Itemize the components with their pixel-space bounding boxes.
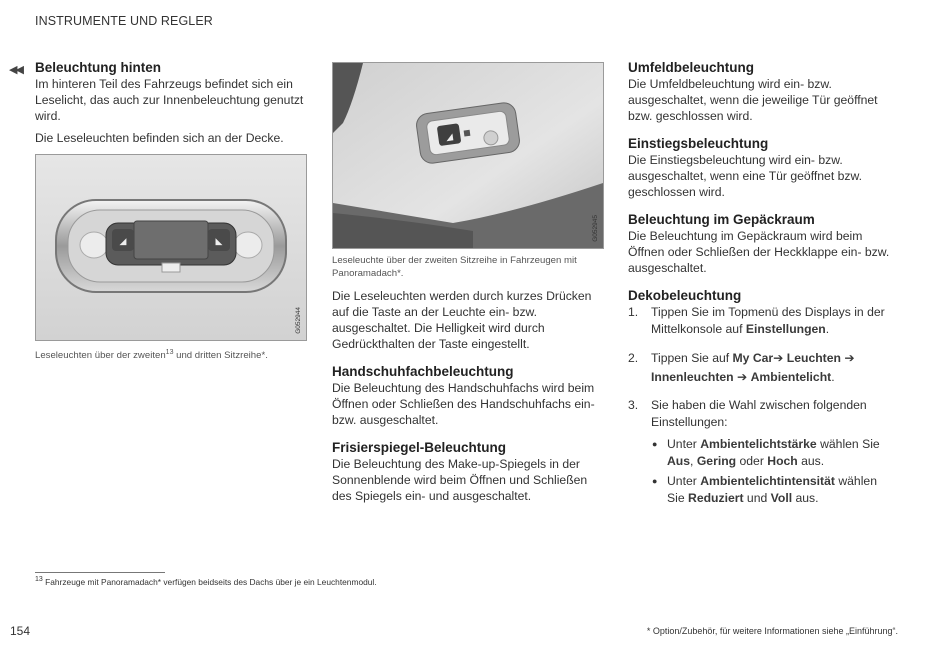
text: wählen Sie xyxy=(816,437,880,451)
heading-vanity-mirror-lighting: Frisierspiegel-Beleuchtung xyxy=(332,440,507,455)
reading-light-illustration xyxy=(36,155,306,340)
footnote-number: 13 xyxy=(35,576,43,583)
text: wählen Sie xyxy=(667,474,877,505)
page-header: INSTRUMENTE UND REGLER xyxy=(35,14,213,28)
option-label: Ambientelichtstärke xyxy=(700,437,817,451)
section-trunk xyxy=(628,212,896,276)
caption-footnote-ref[interactable]: 13 xyxy=(165,349,174,356)
menu-interior-lights: Innenleuchten xyxy=(651,370,734,384)
value-high: Hoch xyxy=(767,453,798,468)
figure-reading-lights xyxy=(35,154,307,341)
menu-settings: Einstellungen xyxy=(745,321,826,336)
caption-text-end: und dritten Sitzreihe*. xyxy=(173,350,268,362)
step-number: 3. xyxy=(628,398,639,412)
step-text: . xyxy=(831,370,835,384)
value-reduced: Reduziert xyxy=(688,490,744,505)
step-text: Tippen Sie im Topmenü des Displays in der Mittelkonsole auf xyxy=(651,305,885,336)
value-full: Voll xyxy=(770,490,793,505)
footnote-13 xyxy=(35,576,377,587)
step-text: Tippen Sie auf xyxy=(651,351,733,365)
caption-text: Leseleuchten über der zweiten xyxy=(35,350,166,362)
reading-lights-operation: Die Leseleuchten werden durch kurzes Drücken auf die Taste an der Leuchte ein- bzw. ausgeschaltet. Die Helligkeit wird durch Gedrückthalten der Taste eingestellt. xyxy=(332,289,592,351)
heading-deco-lighting: Dekobeleuchtung xyxy=(628,288,742,303)
column-3 xyxy=(628,60,896,516)
back-arrow-icon[interactable]: ◀◀ xyxy=(9,64,22,76)
footnote-text: Fahrzeuge mit Panoramadach* verfügen beidseits des Dachs über je ein Leuchtenmodul. xyxy=(42,576,377,587)
page-number: 154 xyxy=(10,624,31,638)
section-entry xyxy=(628,136,896,200)
glovebox-lighting-text: Die Beleuchtung des Handschuhfachs wird beim Öffnen oder Schließen des Handschuhfachs ein- bzw. ausgeschaltet. xyxy=(332,381,595,427)
heading-rear-lighting: Beleuchtung hinten xyxy=(35,60,161,75)
vanity-mirror-lighting-text: Die Beleuchtung des Make-up-Spiegels in der Sonnenblende wird beim Öffnen und Schließen des Spiegels ein- und ausgeschaltet. xyxy=(332,457,588,503)
column-2 xyxy=(332,62,604,510)
section-vanity-mirror xyxy=(332,440,604,504)
arrow-right-icon: ➔ xyxy=(844,351,855,365)
step-number: 2. xyxy=(628,351,639,365)
arrow-right-icon: ➔ xyxy=(737,370,748,384)
text: aus. xyxy=(797,453,825,468)
heading-glovebox-lighting: Handschuhfachbeleuchtung xyxy=(332,364,514,379)
figure-code: G052945 xyxy=(592,215,599,242)
figure-code: G052944 xyxy=(295,307,302,334)
reading-lights-location: Die Leseleuchten befinden sich an der Decke. xyxy=(35,131,284,145)
option-label: Ambientelichtintensität xyxy=(700,474,835,488)
step-3 xyxy=(628,397,896,506)
text: oder xyxy=(736,453,768,468)
deco-steps-list xyxy=(628,304,896,506)
text: Unter xyxy=(667,437,701,451)
trunk-lighting-text: Die Beleuchtung im Gepäckraum wird beim Öffnen oder Schließen der Heckklappe ein- bzw. ausgeschaltet. xyxy=(628,229,890,275)
figure-caption-1 xyxy=(35,347,307,363)
figure-panoramic-light xyxy=(332,62,604,249)
column-1 xyxy=(35,60,307,371)
text: , xyxy=(690,453,697,468)
figure-caption-2: Leseleuchte über der zweiten Sitzreihe in Fahrzeugen mit Panoramadach*. xyxy=(332,255,577,279)
step-1 xyxy=(628,304,896,337)
text: Unter xyxy=(667,474,701,488)
svg-text:◢: ◢ xyxy=(445,132,454,144)
menu-my-car: My Car xyxy=(732,351,774,365)
ambient-lighting-text: Die Umfeldbeleuchtung wird ein- bzw. ausgeschaltet, wenn die jeweilige Tür geöffnet bzw. geschlossen wird. xyxy=(628,77,878,123)
step-text: . xyxy=(825,321,830,336)
svg-text:◣: ◣ xyxy=(215,237,223,247)
svg-text:◢: ◢ xyxy=(119,237,127,247)
entry-lighting-text: Die Einstiegsbeleuchtung wird ein- bzw. ausgeschaltet, wenn eine Tür geöffnet bzw. geschlossen wird. xyxy=(628,153,862,199)
section-deco xyxy=(628,288,896,506)
step-text: Sie haben die Wahl zwischen folgenden Einstellungen: xyxy=(651,398,867,429)
value-low: Gering xyxy=(696,453,737,468)
panoramic-roof-light-illustration xyxy=(333,63,603,248)
option-ambient-strength xyxy=(651,436,896,469)
heading-trunk-lighting: Beleuchtung im Gepäckraum xyxy=(628,212,815,227)
footnote-divider xyxy=(35,572,165,573)
section-glovebox xyxy=(332,364,604,428)
step-number: 1. xyxy=(628,305,639,319)
value-off: Aus xyxy=(667,453,691,468)
text: und xyxy=(743,490,771,505)
text: aus. xyxy=(792,490,819,505)
menu-lights: Leuchten xyxy=(786,351,841,365)
arrow-right-icon: ➔ xyxy=(773,351,784,365)
options-list xyxy=(651,436,896,506)
heading-entry-lighting: Einstiegsbeleuchtung xyxy=(628,136,769,151)
menu-ambient-light: Ambientelicht xyxy=(750,370,832,384)
option-ambient-intensity xyxy=(651,473,896,506)
step-2 xyxy=(628,349,896,387)
section-ambient xyxy=(628,60,896,124)
rear-lighting-intro: Im hinteren Teil des Fahrzeugs befindet sich ein Leselicht, das auch zur Innenbeleuchtung genutzt wird. xyxy=(35,77,304,123)
heading-ambient-lighting: Umfeldbeleuchtung xyxy=(628,60,755,75)
footer-option-note: * Option/Zubehör, für weitere Informationen siehe „Einführung“. xyxy=(646,626,898,636)
